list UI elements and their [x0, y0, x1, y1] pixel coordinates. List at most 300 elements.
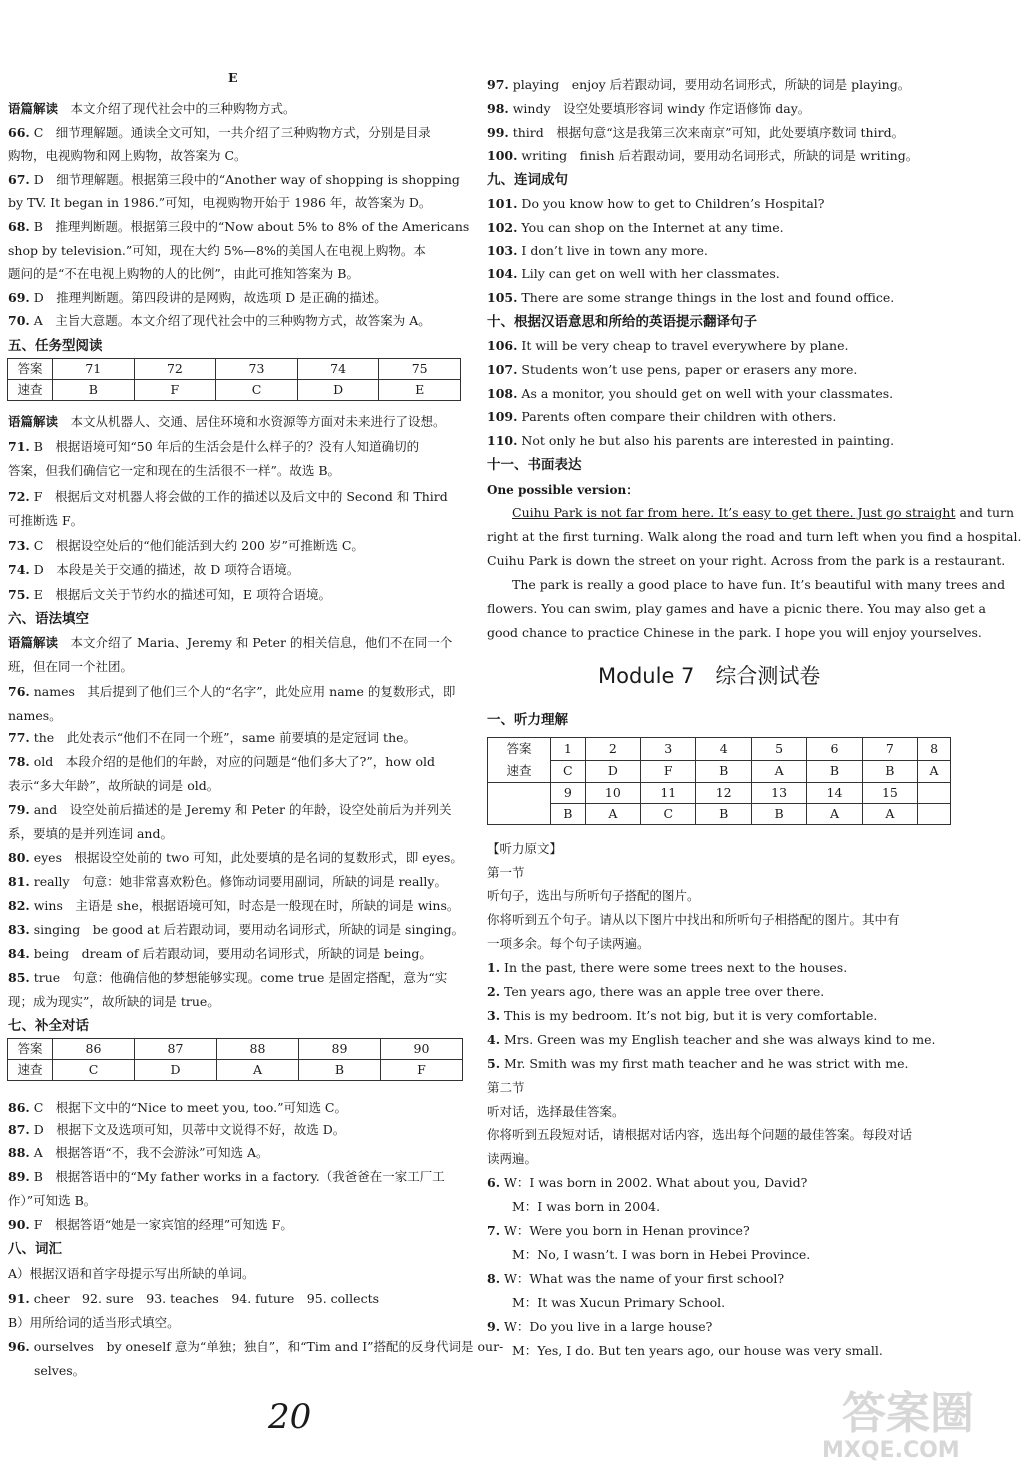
line-text: ourselves by oneself 意为“单独；独自”，和“Tim and I”搭配的反身代词是 our-	[29, 1339, 504, 1354]
line-text: E 根据后文关于节约水的描述可知，E 项符合语境。	[29, 587, 331, 602]
line-text: W：Do you live in a large house?	[500, 1319, 713, 1334]
text-line	[487, 1082, 525, 1095]
table-label: 速查	[8, 380, 53, 401]
text-line	[487, 1106, 625, 1119]
table-cell: 8	[918, 738, 951, 761]
text-line	[34, 1365, 85, 1378]
text-line	[8, 876, 447, 889]
line-text: W：Were you born in Henan province?	[500, 1223, 750, 1238]
line-text: D 本段是关于交通的描述，故 D 项符合语境。	[29, 562, 300, 577]
text-line	[8, 515, 83, 528]
line-number: 102.	[487, 220, 518, 235]
table-cell: 6	[807, 738, 862, 761]
line-text: selves。	[34, 1363, 86, 1378]
table-cell: C	[551, 760, 586, 783]
line-number: 语篇解读	[8, 635, 59, 650]
line-text: W：What was the name of your first school?	[500, 1271, 785, 1286]
line-text: 现；成为现实”，故所缺的词是 true。	[8, 994, 220, 1009]
table-cell: 86	[53, 1039, 135, 1060]
text-line	[487, 411, 836, 424]
line-text: 答案，但我们确信它一定和现在的生活很不一样”。故选 B。	[8, 463, 341, 478]
text-line	[8, 780, 219, 793]
text-line	[487, 340, 848, 353]
text-line	[487, 890, 700, 903]
text-line	[8, 292, 387, 305]
line-text: 一项多余。每个句子读两遍。	[487, 936, 650, 951]
text-line	[8, 589, 331, 602]
text-line	[487, 938, 650, 951]
text-line	[8, 804, 451, 817]
line-number: 70.	[8, 313, 30, 328]
line-number: 77.	[8, 730, 30, 745]
table-label: 速查	[506, 763, 532, 778]
table-cell: 14	[807, 783, 862, 804]
table-cell: A	[862, 804, 917, 825]
line-text: 系，要填的是并列连词 and。	[8, 826, 173, 841]
line-number: 106.	[487, 338, 518, 353]
text-line	[487, 103, 810, 116]
table-cell: F	[381, 1060, 463, 1081]
text-line	[487, 1058, 908, 1071]
line-number: 100.	[487, 148, 518, 163]
line-number: 98.	[487, 101, 509, 116]
text-line	[8, 1341, 503, 1354]
text-line	[487, 79, 910, 92]
table-cell: A	[217, 1060, 299, 1081]
text-line	[8, 540, 364, 553]
text-line	[487, 198, 824, 211]
line-number: 108.	[487, 386, 518, 401]
text-line	[487, 388, 893, 401]
table-cell: 10	[585, 783, 640, 804]
text-line	[8, 924, 464, 937]
line-text: the 此处表示“他们不在同一个班”，same 前要填的是定冠词 the。	[29, 730, 417, 745]
table-cell: B	[696, 760, 751, 783]
line-number: 7.	[487, 1223, 501, 1238]
line-text: 听对话，选择最佳答案。	[487, 1104, 625, 1119]
line-text: 第二节	[487, 1080, 525, 1095]
essay-line-3: Cuihu Park is down the street on your right. Across from the park is a restaurant.	[487, 553, 1006, 568]
section-heading: 十一、书面表达	[487, 457, 582, 473]
text-line	[487, 914, 900, 927]
line-text: M：It was Xucun Primary School.	[487, 1295, 726, 1310]
line-text: 可推断选 F。	[8, 513, 84, 528]
line-number: 6.	[487, 1175, 501, 1190]
section-heading: 十、根据汉语意思和所给的英语提示翻译句子	[487, 314, 757, 330]
line-text: names。	[8, 708, 62, 723]
line-number: 语篇解读	[8, 414, 59, 429]
table-cell: 73	[216, 359, 298, 380]
line-number: 97.	[487, 77, 509, 92]
text-line	[487, 222, 784, 235]
line-text: Parents often compare their children with others.	[517, 409, 837, 424]
text-line	[487, 986, 824, 999]
text-line	[8, 197, 431, 210]
line-text: 题问的是“不在电视上购物的人的比例”，由此可推知答案为 B。	[8, 266, 359, 281]
essay-line-5: flowers. You can swim, play games and have a picnic there. You may also get a	[487, 601, 986, 616]
line-text: 听句子，选出与所听句子搭配的图片。	[487, 888, 700, 903]
line-number: 101.	[487, 196, 518, 211]
line-text: 读两遍。	[487, 1151, 538, 1166]
line-text: 你将听到五段短对话，请根据对话内容，选出每个问题的最佳答案。每段对话	[487, 1127, 913, 1142]
table-cell: A	[918, 760, 951, 783]
text-line	[487, 1249, 810, 1262]
text-line	[487, 268, 780, 281]
table-cell: E	[379, 380, 461, 401]
line-text: 购物，电视购物和网上购物，故答案为 C。	[8, 148, 247, 163]
line-text: Mr. Smith was my first math teacher and he was strict with me.	[500, 1056, 909, 1071]
table-cell: 71	[53, 359, 135, 380]
line-number: 69.	[8, 290, 30, 305]
section-heading: 九、连词成句	[487, 172, 568, 188]
line-text: by TV. It began in 1986.”可知，电视购物开始于 1986 年，故答案为 D。	[8, 195, 432, 210]
line-text: B）用所给词的适当形式填空。	[8, 1315, 180, 1330]
essay-line-1	[512, 507, 1014, 520]
line-text: and 设空处前后描述的是 Jeremy 和 Peter 的年龄，设空处前后为并列关	[29, 802, 452, 817]
section-heading: 五、任务型阅读	[8, 338, 103, 354]
table-cell: 88	[217, 1039, 299, 1060]
table-label-group	[488, 738, 551, 783]
line-number: 96.	[8, 1339, 30, 1354]
line-number: 90.	[8, 1217, 30, 1232]
table-label: 答案	[8, 1039, 53, 1060]
text-line	[8, 1195, 96, 1208]
text-line	[487, 1225, 750, 1238]
text-line	[8, 1293, 379, 1306]
line-text: A）根据汉语和首字母提示写出所缺的单词。	[8, 1266, 255, 1281]
line-number: 89.	[8, 1169, 30, 1184]
text-line	[487, 867, 525, 880]
line-number: 4.	[487, 1032, 501, 1047]
text-line	[8, 103, 296, 116]
table-cell: 3	[641, 738, 696, 761]
table-cell: 87	[135, 1039, 217, 1060]
text-line	[8, 972, 447, 985]
text-line	[487, 1345, 883, 1358]
line-text: 本文从机器人、交通、居住环境和水资源等方面对未来进行了设想。	[58, 414, 446, 429]
line-number: 73.	[8, 538, 30, 553]
text-line	[487, 1321, 712, 1334]
answer-table-dialogue	[7, 1038, 463, 1081]
table-cell: F	[134, 380, 216, 401]
line-number: 109.	[487, 409, 518, 424]
line-number: 81.	[8, 874, 30, 889]
line-number: 79.	[8, 802, 30, 817]
table-cell: B	[862, 760, 917, 783]
line-text: I don’t live in town any more.	[517, 243, 708, 258]
line-text: 你将听到五个句子。请从以下图片中找出和所听句子相搭配的图片。其中有	[487, 912, 900, 927]
line-text: C 根据设空处后的“他们能活到大约 200 岁”可推断选 C。	[29, 538, 364, 553]
text-line	[8, 637, 452, 650]
line-number: 84.	[8, 946, 30, 961]
text-line	[487, 292, 894, 305]
line-text: 表示“多大年龄”，故所缺的词是 old。	[8, 778, 220, 793]
essay-underlined-text: Cuihu Park is not far from here. It’s easy to get there. Just go straight	[512, 505, 956, 520]
line-number: 91.	[8, 1291, 30, 1306]
line-number: 74.	[8, 562, 30, 577]
text-line	[8, 828, 173, 841]
text-line	[8, 852, 463, 865]
line-text: B 推理判断题。根据第三段中的“Now about 5% to 8% of the Americans	[29, 219, 470, 234]
line-text: D 根据下文及选项可知，贝蒂中文说得不好，故选 D。	[29, 1122, 346, 1137]
text-line	[487, 435, 894, 448]
line-text: C 根据下文中的“Nice to meet you, too.”可知选 C。	[29, 1100, 347, 1115]
line-text: Lily can get on well with her classmates.	[517, 266, 780, 281]
table-cell: 15	[862, 783, 917, 804]
line-text: It will be very cheap to travel everywhere by plane.	[517, 338, 849, 353]
line-text: 本文介绍了现代社会中的三种购物方式。	[58, 101, 296, 116]
table-label: 答案	[506, 741, 532, 756]
line-text: B 根据答语中的“My father works in a factory.（我爸爸在一家工厂工	[29, 1169, 445, 1184]
line-number: 1.	[487, 960, 501, 975]
text-line	[8, 315, 431, 328]
line-text: D 推理判断题。第四段讲的是网购，故选项 D 是正确的描述。	[29, 290, 387, 305]
table-cell: 5	[751, 738, 806, 761]
line-number: 86.	[8, 1100, 30, 1115]
answer-table-listening	[487, 737, 951, 825]
line-text: being dream of 后若跟动词，要用动名词形式，所缺的词是 being。	[29, 946, 432, 961]
line-number: 67.	[8, 172, 30, 187]
line-text: cheer 92. sure 93. teaches 94. future 95. collects	[29, 1291, 380, 1306]
line-text: windy 设空处要填形容词 windy 作定语修饰 day。	[508, 101, 811, 116]
table-cell: A	[585, 804, 640, 825]
line-text: Not only he but also his parents are interested in painting.	[517, 433, 895, 448]
line-number: 75.	[8, 587, 30, 602]
line-number: 87.	[8, 1122, 30, 1137]
text-line	[487, 1034, 936, 1047]
table-label-spacer	[488, 783, 551, 825]
line-text: A 主旨大意题。本文介绍了现代社会中的三种购物方式，故答案为 A。	[29, 313, 431, 328]
line-text: As a monitor, you should get on well with your classmates.	[517, 386, 894, 401]
table-cell: C	[216, 380, 298, 401]
table-cell: A	[751, 760, 806, 783]
text-line	[487, 245, 708, 258]
table-cell: 13	[751, 783, 806, 804]
line-number: 85.	[8, 970, 30, 985]
line-text: true 句意：他确信他的梦想能够实现。come true 是固定搭配，意为“实	[29, 970, 448, 985]
line-number: 82.	[8, 898, 30, 913]
line-text: Ten years ago, there was an apple tree over there.	[500, 984, 825, 999]
text-line	[487, 962, 847, 975]
text-line	[487, 1177, 807, 1190]
line-text: This is my bedroom. It’s not big, but it is very comfortable.	[500, 1008, 878, 1023]
essay-line-1-rest: and turn	[955, 505, 1015, 520]
text-line	[8, 710, 62, 723]
page-number: 20	[268, 1397, 312, 1437]
line-number: 80.	[8, 850, 30, 865]
table-cell: 7	[862, 738, 917, 761]
line-text: 第一节	[487, 865, 525, 880]
table-cell: A	[807, 804, 862, 825]
text-line	[8, 1171, 445, 1184]
text-line	[8, 1124, 345, 1137]
text-line	[8, 948, 432, 961]
heading-e: E	[228, 70, 238, 85]
table-cell	[918, 804, 951, 825]
text-line	[8, 996, 220, 1009]
line-text: Mrs. Green was my English teacher and she was always kind to me.	[500, 1032, 936, 1047]
table-cell: B	[751, 804, 806, 825]
text-line	[8, 756, 435, 769]
answer-table-task-reading	[7, 358, 461, 401]
text-line	[487, 1010, 877, 1023]
text-line	[8, 127, 431, 140]
line-text: C 细节理解题。通读全文可知，一共介绍了三种购物方式，分别是目录	[29, 125, 431, 140]
line-number: 71.	[8, 439, 30, 454]
text-line	[487, 1153, 537, 1166]
table-cell: D	[135, 1060, 217, 1081]
text-line	[8, 491, 448, 504]
essay-line-6: good chance to practice Chinese in the park. I hope you will enjoy yourselves.	[487, 625, 982, 640]
line-text: W：I was born in 2002. What about you, David?	[500, 1175, 808, 1190]
text-line	[8, 1219, 293, 1232]
line-number: 66.	[8, 125, 30, 140]
section-heading: 六、语法填空	[8, 611, 89, 627]
listening-section-heading: 一、听力理解	[487, 712, 568, 728]
line-number: 78.	[8, 754, 30, 769]
essay-line-4: The park is really a good place to have fun. It’s beautiful with many trees and	[512, 577, 1006, 592]
table-cell: B	[551, 804, 586, 825]
line-number: 5.	[487, 1056, 501, 1071]
text-line	[487, 1297, 725, 1310]
line-number: 110.	[487, 433, 518, 448]
line-text: D 细节理解题。根据第三段中的“Another way of shopping is shopping	[29, 172, 460, 187]
line-text: F 根据答语“她是一家宾馆的经理”可知选 F。	[29, 1217, 293, 1232]
line-text: names 其后提到了他们三个人的“名字”，此处应用 name 的复数形式，即	[29, 684, 456, 699]
line-number: 2.	[487, 984, 501, 999]
line-text: really 句意：她非常喜欢粉色。修饰动词要用副词，所缺的词是 really。	[29, 874, 447, 889]
table-cell: B	[696, 804, 751, 825]
line-number: 103.	[487, 243, 518, 258]
text-line	[8, 686, 455, 699]
text-line	[487, 127, 904, 140]
line-number: 8.	[487, 1271, 501, 1286]
table-cell: 89	[299, 1039, 381, 1060]
table-cell: 9	[551, 783, 586, 804]
line-number: 68.	[8, 219, 30, 234]
line-number: 104.	[487, 266, 518, 281]
text-line	[8, 1147, 269, 1160]
line-text: F 根据后文对机器人将会做的工作的描述以及后文中的 Second 和 Third	[29, 489, 448, 504]
line-text: playing enjoy 后若跟动词，要用动名词形式，所缺的词是 playing。	[508, 77, 911, 92]
table-cell: 75	[379, 359, 461, 380]
text-line	[487, 843, 562, 856]
line-text: 作）”可知选 B。	[8, 1193, 97, 1208]
line-text: M：No, I wasn’t. I was born in Hebei Province.	[487, 1247, 811, 1262]
table-cell: C	[53, 1060, 135, 1081]
line-number: 99.	[487, 125, 509, 140]
table-cell: B	[299, 1060, 381, 1081]
table-label: 答案	[8, 359, 53, 380]
table-cell: B	[53, 380, 135, 401]
line-text: eyes 根据设空处前的 two 可知，此处要填的是名词的复数形式，即 eyes。	[29, 850, 463, 865]
line-text: B 根据语境可知“50 年后的生活会是什么样子的？没有人知道确切的	[29, 439, 420, 454]
line-number: 76.	[8, 684, 30, 699]
text-line	[8, 900, 459, 913]
line-text: 【听力原文】	[487, 841, 563, 856]
line-number: 83.	[8, 922, 30, 937]
text-line	[8, 1268, 255, 1281]
essay-version-label: One possible version：	[487, 483, 639, 497]
table-cell: 90	[381, 1039, 463, 1060]
text-line	[487, 364, 857, 377]
text-line	[8, 221, 469, 234]
line-number: 107.	[487, 362, 518, 377]
text-line	[8, 1317, 180, 1330]
text-line	[8, 1102, 347, 1115]
essay-line-2: right at the first turning. Walk along the road and turn left when you find a hospital.	[487, 529, 1021, 544]
table-cell: F	[641, 760, 696, 783]
table-cell: 74	[297, 359, 379, 380]
line-number: 语篇解读	[8, 101, 59, 116]
text-line	[8, 150, 247, 163]
table-cell: 1	[551, 738, 586, 761]
section-heading: 八、词汇	[8, 1241, 62, 1257]
line-number: 88.	[8, 1145, 30, 1160]
watermark-url: MXQE.COM	[822, 1438, 960, 1463]
table-cell: D	[297, 380, 379, 401]
text-line	[8, 174, 460, 187]
line-text: A 根据答语“不，我不会游泳”可知选 A。	[29, 1145, 269, 1160]
line-text: third 根据句意“这是我第三次来南京”可知，此处要填序数词 third。	[508, 125, 905, 140]
table-cell: 12	[696, 783, 751, 804]
module-title: Module 7 综合测试卷	[598, 664, 821, 688]
line-text: shop by television.”可知，现在大约 5%—8%的美国人在电视上购物。本	[8, 243, 426, 258]
table-cell: C	[641, 804, 696, 825]
line-text: M：Yes, I do. But ten years ago, our house was very small.	[487, 1343, 883, 1358]
text-line	[8, 441, 419, 454]
table-cell: 11	[641, 783, 696, 804]
table-cell: D	[585, 760, 640, 783]
line-text: 班，但在同一个社团。	[8, 659, 134, 674]
section-heading: 七、补全对话	[8, 1018, 89, 1034]
text-line	[487, 1201, 660, 1214]
line-text: You can shop on the Internet at any time.	[517, 220, 784, 235]
text-line	[8, 465, 340, 478]
line-text: There are some strange things in the lost and found office.	[517, 290, 895, 305]
text-line	[8, 416, 446, 429]
line-text: singing be good at 后若跟动词，要用动名词形式，所缺的词是 singing。	[29, 922, 465, 937]
text-line	[8, 245, 426, 258]
text-line	[8, 564, 299, 577]
line-text: old 本段介绍的是他们的年龄，对应的问题是“他们多大了?”，how old	[29, 754, 436, 769]
table-cell: 72	[134, 359, 216, 380]
text-line	[8, 732, 416, 745]
line-text: Students won’t use pens, paper or erasers any more.	[517, 362, 858, 377]
line-number: 72.	[8, 489, 30, 504]
line-text: wins 主语是 she，根据语境可知，时态是一般现在时，所缺的词是 wins。	[29, 898, 460, 913]
line-text: writing finish 后若跟动词，要用动名词形式，所缺的词是 writing。	[517, 148, 919, 163]
line-number: 9.	[487, 1319, 501, 1334]
line-number: 3.	[487, 1008, 501, 1023]
table-cell: 2	[585, 738, 640, 761]
line-number: 105.	[487, 290, 518, 305]
text-line	[487, 150, 918, 163]
text-line	[8, 268, 359, 281]
text-line	[487, 1129, 912, 1142]
table-cell: 4	[696, 738, 751, 761]
table-cell	[918, 783, 951, 804]
table-label: 速查	[8, 1060, 53, 1081]
text-line	[8, 661, 133, 674]
line-text: M：I was born in 2004.	[487, 1199, 661, 1214]
line-text: Do you know how to get to Children’s Hospital?	[517, 196, 825, 211]
line-text: 本文介绍了 Maria、Jeremy 和 Peter 的相关信息，他们不在同一个	[58, 635, 453, 650]
table-cell: B	[807, 760, 862, 783]
text-line	[487, 1273, 784, 1286]
watermark-logo-text: 答案圈	[842, 1388, 974, 1439]
line-text: In the past, there were some trees next to the houses.	[500, 960, 848, 975]
